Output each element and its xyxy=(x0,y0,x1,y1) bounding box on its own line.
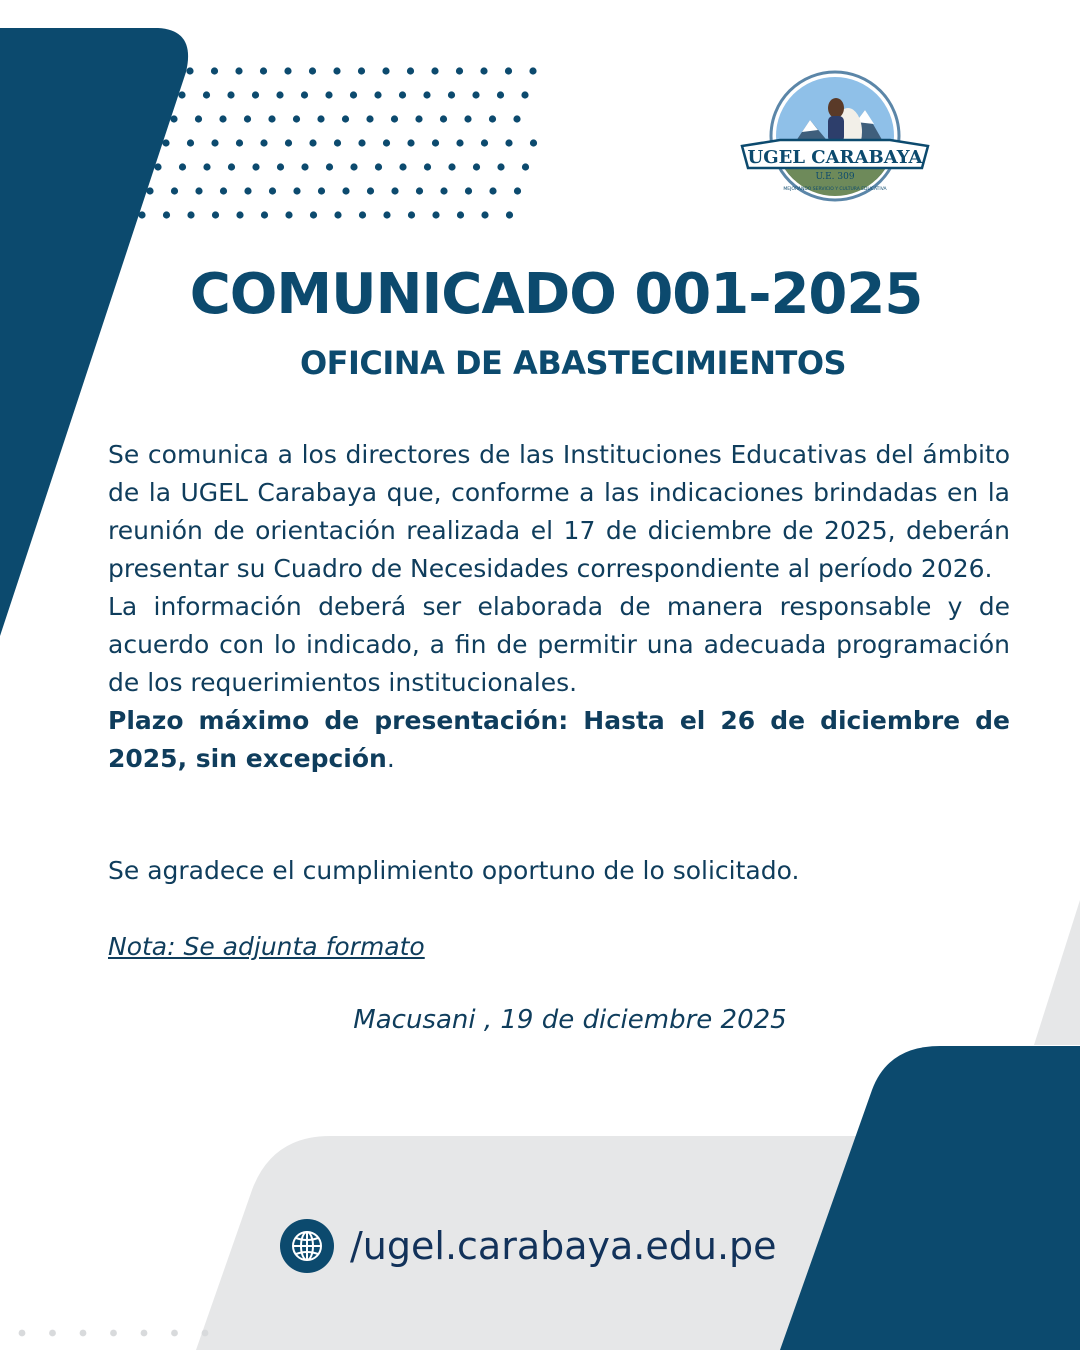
decor-dot xyxy=(269,187,276,194)
decor-dot xyxy=(489,115,496,122)
issue-date: Macusani , 19 de diciembre 2025 xyxy=(353,1005,787,1035)
decor-dot xyxy=(49,1330,56,1337)
decor-dot xyxy=(440,187,447,194)
decor-dot xyxy=(187,211,194,218)
decor-dot xyxy=(399,163,406,170)
decor-dot xyxy=(178,91,185,98)
decor-dot xyxy=(268,115,275,122)
decor-dot xyxy=(211,67,218,74)
website-url[interactable]: /ugel.carabaya.edu.pe xyxy=(350,1224,777,1268)
decor-dot xyxy=(154,163,161,170)
attachment-note: Nota: Se adjunta formato xyxy=(108,932,425,961)
decor-dot xyxy=(277,163,284,170)
decor-dot xyxy=(416,187,423,194)
decor-dot xyxy=(464,115,471,122)
decor-dot xyxy=(358,67,365,74)
decor-dot xyxy=(448,163,455,170)
decor-dot xyxy=(19,1330,26,1337)
decor-dot xyxy=(465,187,472,194)
decor-dot xyxy=(342,187,349,194)
decor-dot xyxy=(236,211,243,218)
decor-dot xyxy=(285,211,292,218)
decor-dot xyxy=(334,211,341,218)
decor-dot xyxy=(481,211,488,218)
decor-dot xyxy=(333,67,340,74)
ugel-logo xyxy=(740,70,930,210)
decor-dot xyxy=(374,91,381,98)
decor-dot xyxy=(350,163,357,170)
decor-dot xyxy=(171,187,178,194)
decor-dot xyxy=(171,1330,178,1337)
decor-dot xyxy=(80,1330,87,1337)
decor-dot xyxy=(448,91,455,98)
decor-dot xyxy=(407,67,414,74)
decor-dot xyxy=(505,67,512,74)
decor-dot xyxy=(195,187,202,194)
decor-dot xyxy=(505,139,512,146)
decor-dot xyxy=(212,211,219,218)
decor-dot xyxy=(456,139,463,146)
decor-dot xyxy=(236,139,243,146)
decor-dot xyxy=(310,211,317,218)
page-subtitle: OFICINA DE ABASTECIMIENTOS xyxy=(299,344,847,382)
decor-dot xyxy=(391,187,398,194)
decor-dot xyxy=(285,139,292,146)
decor-dot xyxy=(293,115,300,122)
decor-dot xyxy=(431,67,438,74)
deadline-text: Plazo máximo de presentación: Hasta el 26 de diciembre de 2025, sin excepción xyxy=(108,706,1010,773)
paragraph-details: La información deberá ser elaborada de manera responsable y de acuerdo con lo indicado, a fin de permitir una adecuada programación de los requerimientos institucionales. xyxy=(108,592,1010,697)
decor-dot xyxy=(473,163,480,170)
decor-dot xyxy=(521,91,528,98)
decor-dot xyxy=(170,115,177,122)
faint-dot-pattern xyxy=(19,1330,209,1337)
website-link[interactable] xyxy=(280,1218,777,1274)
decor-dot xyxy=(472,91,479,98)
decor-dot xyxy=(309,139,316,146)
announcement-body xyxy=(108,436,1010,778)
decor-dot xyxy=(408,211,415,218)
decor-dot xyxy=(260,67,267,74)
decor-dot xyxy=(522,163,529,170)
decor-dot xyxy=(244,187,251,194)
decor-dot xyxy=(342,115,349,122)
dot-pattern xyxy=(138,67,537,218)
decor-dot xyxy=(146,187,153,194)
decor-dot xyxy=(138,211,145,218)
decor-dot xyxy=(407,139,414,146)
decor-dot xyxy=(203,163,210,170)
decor-dot xyxy=(440,115,447,122)
decor-dot xyxy=(186,67,193,74)
decor-dot xyxy=(301,91,308,98)
decor-dot xyxy=(325,91,332,98)
decor-dot xyxy=(489,187,496,194)
decor-dot xyxy=(284,67,291,74)
decor-dot xyxy=(457,211,464,218)
decor-dot xyxy=(432,139,439,146)
decor-dot xyxy=(276,91,283,98)
decor-dot xyxy=(326,163,333,170)
logo-code: U.E. 309 xyxy=(815,172,855,182)
decor-dot xyxy=(227,91,234,98)
decor-dot xyxy=(219,115,226,122)
paragraph-intro: Se comunica a los directores de las Instituciones Educativas del ámbito de la UGEL Carabaya que, conforme a las indicaciones brindadas en la reunión de orientación realizada el 17 de diciembre de 2025, deberán presentar su Cuadro de Necesidades correspondiente al período 2026. xyxy=(108,440,1010,583)
decor-dot xyxy=(375,163,382,170)
decor-dot xyxy=(432,211,439,218)
decor-dot xyxy=(359,211,366,218)
decor-dot xyxy=(366,115,373,122)
decor-dot xyxy=(260,139,267,146)
decor-dot xyxy=(350,91,357,98)
decor-dot xyxy=(423,91,430,98)
decor-dot xyxy=(514,187,521,194)
decor-dot xyxy=(334,139,341,146)
decor-dot xyxy=(244,115,251,122)
decor-dot xyxy=(318,187,325,194)
decor-dot xyxy=(456,67,463,74)
decor-dot xyxy=(367,187,374,194)
decor-dot xyxy=(506,211,513,218)
logo-tagline: MEJORANDO SERVICIO Y CULTURA EDUCATIVA xyxy=(783,187,887,192)
decor-dot xyxy=(383,211,390,218)
decor-dot xyxy=(399,91,406,98)
globe-icon xyxy=(280,1219,334,1273)
deadline-period: . xyxy=(386,744,395,773)
decor-dot xyxy=(202,1330,209,1337)
decor-dot xyxy=(220,187,227,194)
decor-dot xyxy=(261,211,268,218)
decor-dot xyxy=(211,139,218,146)
decor-dot xyxy=(481,139,488,146)
decor-dot xyxy=(203,91,210,98)
decor-dot xyxy=(317,115,324,122)
decor-dot xyxy=(252,163,259,170)
decor-dot xyxy=(301,163,308,170)
decor-dot xyxy=(513,115,520,122)
decor-dot xyxy=(195,115,202,122)
decor-dot xyxy=(235,67,242,74)
decor-dot xyxy=(252,91,259,98)
decor-dot xyxy=(529,67,536,74)
decor-dot xyxy=(383,139,390,146)
decor-dot xyxy=(293,187,300,194)
decor-dot xyxy=(480,67,487,74)
decor-dot xyxy=(358,139,365,146)
thanks-text: Se agradece el cumplimiento oportuno de lo solicitado. xyxy=(108,856,800,885)
decor-dot xyxy=(497,163,504,170)
decor-dot xyxy=(382,67,389,74)
page-title: COMUNICADO 001-2025 xyxy=(189,262,923,327)
logo-name: UGEL CARABAYA xyxy=(747,147,923,168)
decor-dot xyxy=(163,211,170,218)
decor-dot xyxy=(110,1330,117,1337)
decor-dot xyxy=(179,163,186,170)
deadline-line xyxy=(108,702,1010,778)
decor-dot xyxy=(309,67,316,74)
decor-dot xyxy=(162,139,169,146)
decor-dot xyxy=(187,139,194,146)
decor-dot xyxy=(228,163,235,170)
decor-dot xyxy=(530,139,537,146)
decor-dot xyxy=(391,115,398,122)
decor-dot xyxy=(424,163,431,170)
decor-dot xyxy=(415,115,422,122)
decor-dot xyxy=(141,1330,148,1337)
decor-dot xyxy=(497,91,504,98)
